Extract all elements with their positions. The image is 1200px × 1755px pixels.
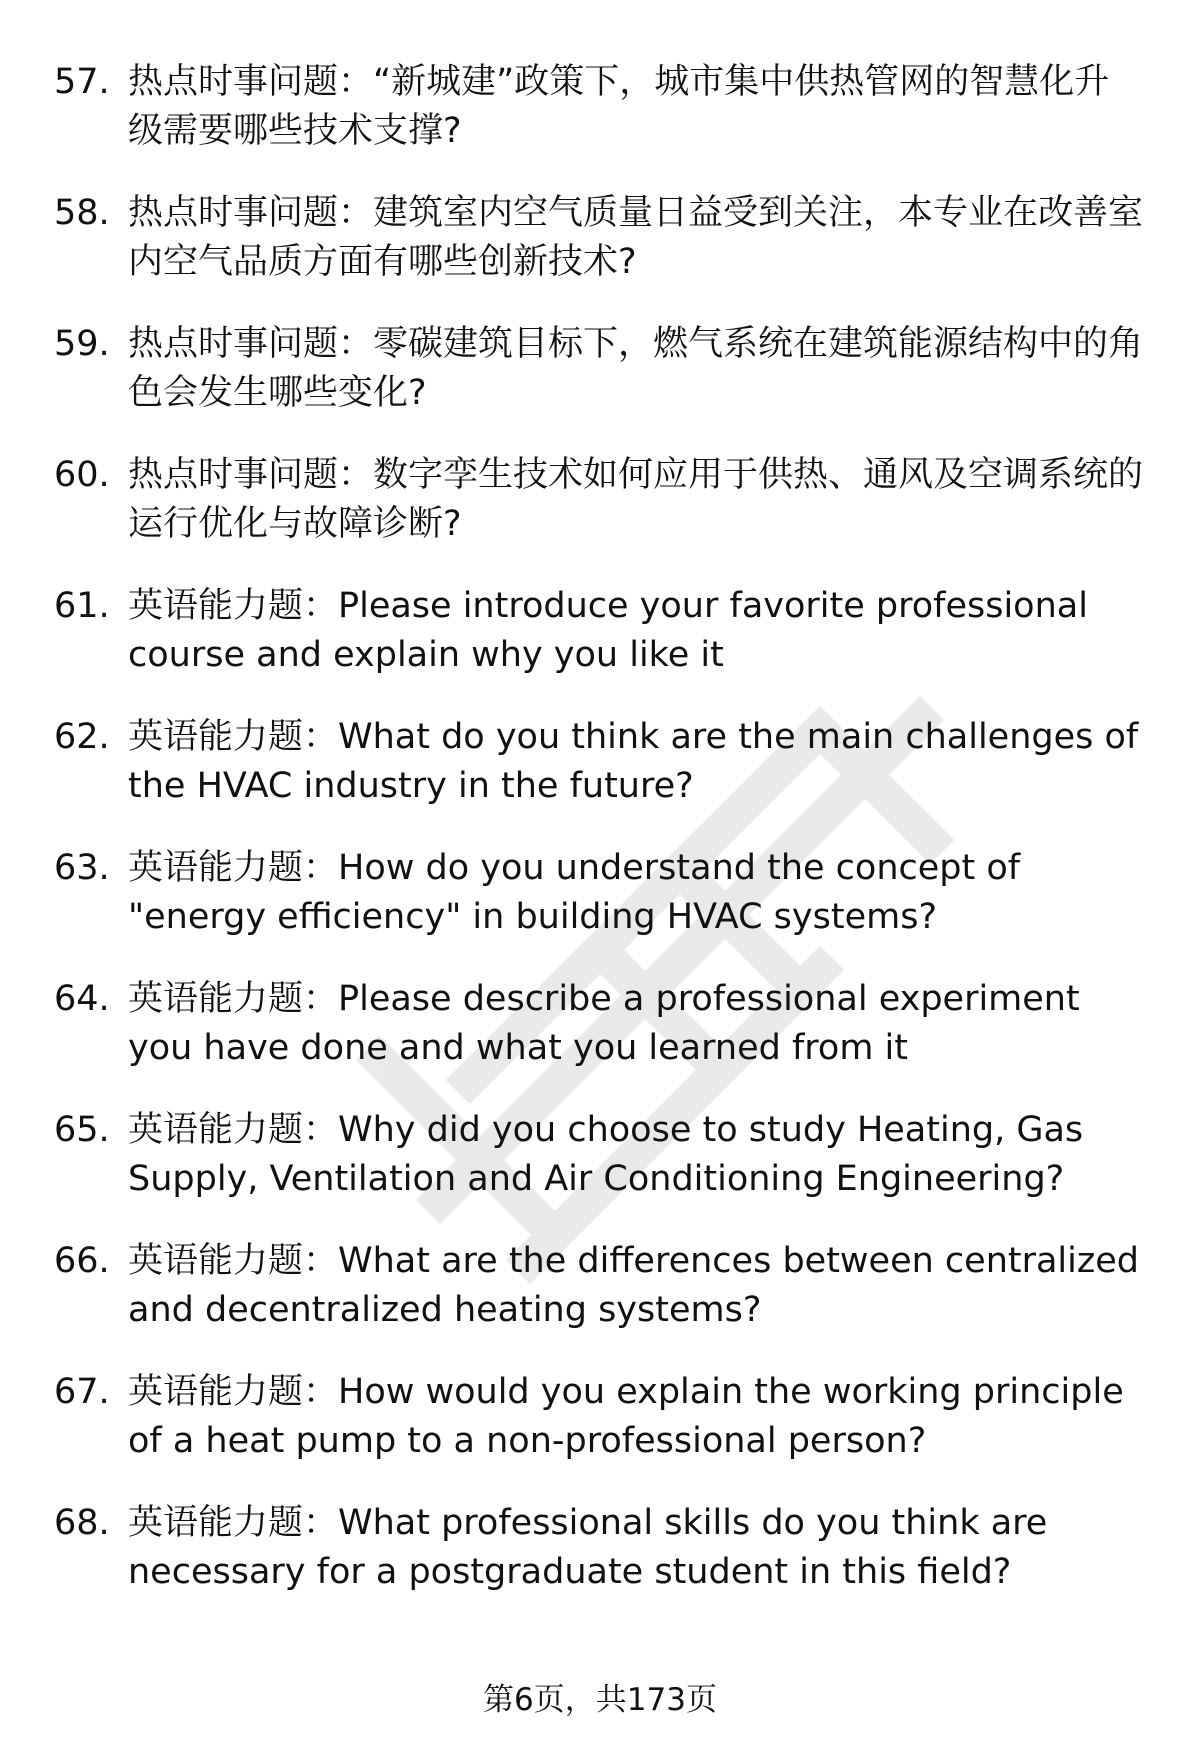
page-footer: 第6页，共173页 xyxy=(483,1682,717,1718)
question-text: 英语能力题：What do you think are the main challenges of the HVAC industry in the future? xyxy=(128,717,1139,806)
question-number: 59. xyxy=(54,324,110,364)
question-number: 62. xyxy=(54,717,110,757)
question-item xyxy=(54,451,1144,549)
question-number: 58. xyxy=(54,193,110,233)
question-list xyxy=(54,58,1144,1630)
question-item xyxy=(54,58,1144,156)
question-text: 热点时事问题：“新城建”政策下，城市集中供热管网的智慧化升级需要哪些技术支撑? xyxy=(128,62,1110,151)
question-text: 英语能力题：Why did you choose to study Heating, Gas Supply, Ventilation and Air Conditioning Engineering? xyxy=(128,1110,1084,1199)
question-text: 英语能力题：How do you understand the concept of "energy efficiency" in building HVAC systems? xyxy=(128,848,1021,937)
question-item xyxy=(54,582,1144,680)
question-text: 英语能力题：Please introduce your favorite professional course and explain why you like it xyxy=(128,586,1088,675)
question-text: 热点时事问题：数字孪生技术如何应用于供热、通风及空调系统的运行优化与故障诊断? xyxy=(128,455,1144,544)
question-number: 63. xyxy=(54,848,110,888)
question-number: 61. xyxy=(54,586,110,626)
question-text: 英语能力题：What are the differences between centralized and decentralized heating systems? xyxy=(128,1241,1140,1330)
question-item xyxy=(54,1499,1144,1597)
question-number: 60. xyxy=(54,455,110,495)
question-number: 65. xyxy=(54,1110,110,1150)
question-text: 热点时事问题：零碳建筑目标下，燃气系统在建筑能源结构中的角色会发生哪些变化? xyxy=(128,324,1144,413)
question-item xyxy=(54,320,1144,418)
question-number: 66. xyxy=(54,1241,110,1281)
question-number: 57. xyxy=(54,62,110,102)
question-item xyxy=(54,844,1144,942)
question-number: 64. xyxy=(54,979,110,1019)
question-item xyxy=(54,189,1144,287)
question-item xyxy=(54,975,1144,1073)
question-text: 英语能力题：What professional skills do you think are necessary for a postgraduate student in this field? xyxy=(128,1503,1048,1592)
question-text: 英语能力题：Please describe a professional experiment you have done and what you learned from it xyxy=(128,979,1080,1068)
question-text: 热点时事问题：建筑室内空气质量日益受到关注，本专业在改善室内空气品质方面有哪些创新技术? xyxy=(128,193,1144,282)
question-item xyxy=(54,1106,1144,1204)
question-item xyxy=(54,1237,1144,1335)
question-item xyxy=(54,713,1144,811)
question-number: 67. xyxy=(54,1372,110,1412)
question-number: 68. xyxy=(54,1503,110,1543)
question-item xyxy=(54,1368,1144,1466)
question-text: 英语能力题：How would you explain the working principle of a heat pump to a non-professional person? xyxy=(128,1372,1124,1461)
